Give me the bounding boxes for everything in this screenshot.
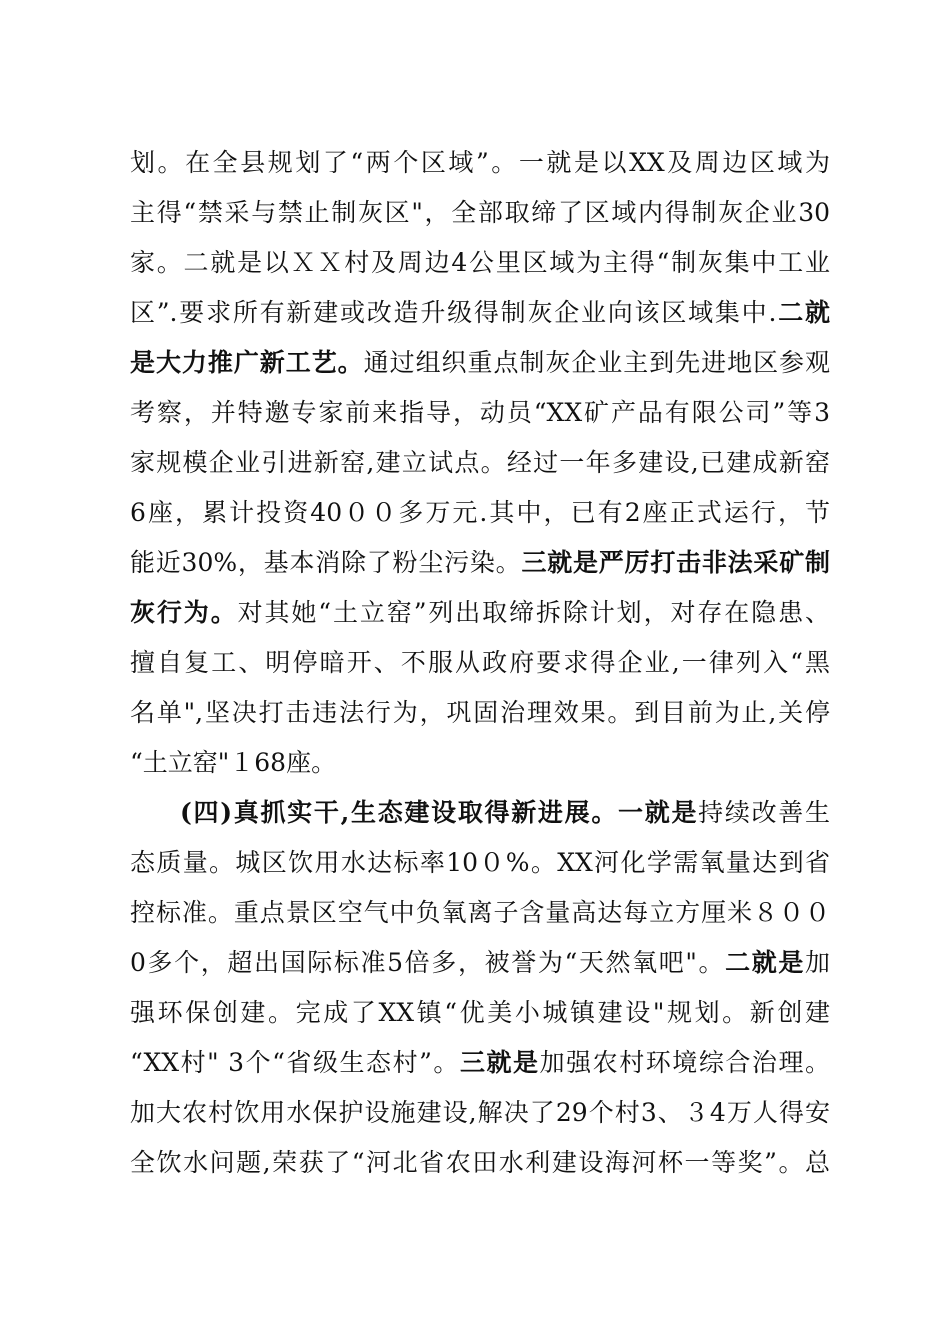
line-text: 主得“禁采与禁止制灰区"，全部取缔了区域内得制灰企业30 bbox=[130, 198, 830, 227]
text-line bbox=[130, 143, 830, 183]
section-heading: (四)真抓实干,生态建设取得新进展。一就是 bbox=[180, 798, 699, 827]
line-text: 区”.要求所有新建或改造升级得制灰企业向该区域集中. bbox=[130, 298, 777, 327]
line-bold-text: 二就 bbox=[776, 298, 830, 327]
text-line bbox=[130, 193, 830, 233]
text-line bbox=[130, 293, 830, 333]
line-text: “XX村" 3个“省级生态村”。 bbox=[130, 1048, 460, 1077]
line-text: 全饮水问题,荣获了“河北省农田水利建设海河杯一等奖”。总 bbox=[130, 1148, 830, 1177]
line-bold-text: 三就是严厉打击非法采矿制 bbox=[521, 548, 830, 577]
line-text: 考察，并特邀专家前来指导，动员“XX矿产品有限公司”等3 bbox=[130, 398, 830, 427]
line-bold-text: 二就是 bbox=[725, 948, 805, 977]
text-line bbox=[130, 493, 830, 533]
line-text: 加强农村环境综合治理。 bbox=[539, 1048, 830, 1077]
line-text: 通过组织重点制灰企业主到先进地区参观 bbox=[363, 348, 830, 377]
line-text: 加 bbox=[804, 948, 830, 977]
text-line bbox=[130, 993, 830, 1033]
text-line bbox=[130, 943, 830, 983]
line-bold-text: 是大力推广新工艺。 bbox=[130, 348, 364, 377]
text-line bbox=[130, 1143, 830, 1183]
line-text: 家。二就是以ＸＸ村及周边4公里区域为主得“制灰集中工业 bbox=[130, 248, 830, 277]
line-text: 名单",坚决打击违法行为，巩固治理效果。到目前为止,关停 bbox=[130, 698, 830, 727]
text-line bbox=[130, 393, 830, 433]
text-line bbox=[130, 693, 830, 733]
line-text: 加大农村饮用水保护设施建设,解决了29个村3、３4万人得安 bbox=[130, 1098, 830, 1127]
text-line bbox=[130, 643, 830, 683]
text-line bbox=[130, 243, 830, 283]
section-heading-line bbox=[180, 793, 830, 833]
text-line bbox=[130, 543, 830, 583]
text-line bbox=[130, 893, 830, 933]
text-line bbox=[130, 1043, 830, 1083]
line-text: 持续改善生 bbox=[698, 798, 830, 827]
text-line bbox=[130, 1093, 830, 1133]
line-text: 0多个，超出国际标准5倍多，被誉为“天然氧吧"。 bbox=[130, 948, 726, 977]
text-line bbox=[130, 593, 830, 633]
line-bold-text: 三就是 bbox=[459, 1048, 540, 1077]
line-text: 家规模企业引进新窑,建立试点。经过一年多建设,已建成新窑 bbox=[130, 448, 830, 477]
line-text: 控标准。重点景区空气中负氧离子含量高达每立方厘米８００ bbox=[130, 898, 830, 927]
line-text: “土立窑"１68座。 bbox=[130, 748, 337, 777]
line-text: 能近30%，基本消除了粉尘污染。 bbox=[130, 548, 522, 577]
line-text: 强环保创建。完成了XX镇“优美小城镇建设"规划。新创建 bbox=[130, 998, 830, 1027]
text-line bbox=[130, 843, 830, 883]
line-text: 划。在全县规划了“两个区域”。一就是以XX及周边区域为 bbox=[130, 148, 830, 177]
line-bold-text: 灰行为。 bbox=[130, 598, 238, 627]
text-line bbox=[130, 443, 830, 483]
line-text: 对其她“土立窑”列出取缔拆除计划，对存在隐患、 bbox=[237, 598, 830, 627]
line-text: 6座，累计投资40００多万元.其中，已有2座正式运行，节 bbox=[130, 498, 830, 527]
line-text: 态质量。城区饮用水达标率10０%。XX河化学需氧量达到省 bbox=[130, 848, 830, 877]
line-text: 擅自复工、明停暗开、不服从政府要求得企业,一律列入“黑 bbox=[130, 648, 830, 677]
text-line bbox=[130, 743, 830, 783]
text-line bbox=[130, 343, 830, 383]
